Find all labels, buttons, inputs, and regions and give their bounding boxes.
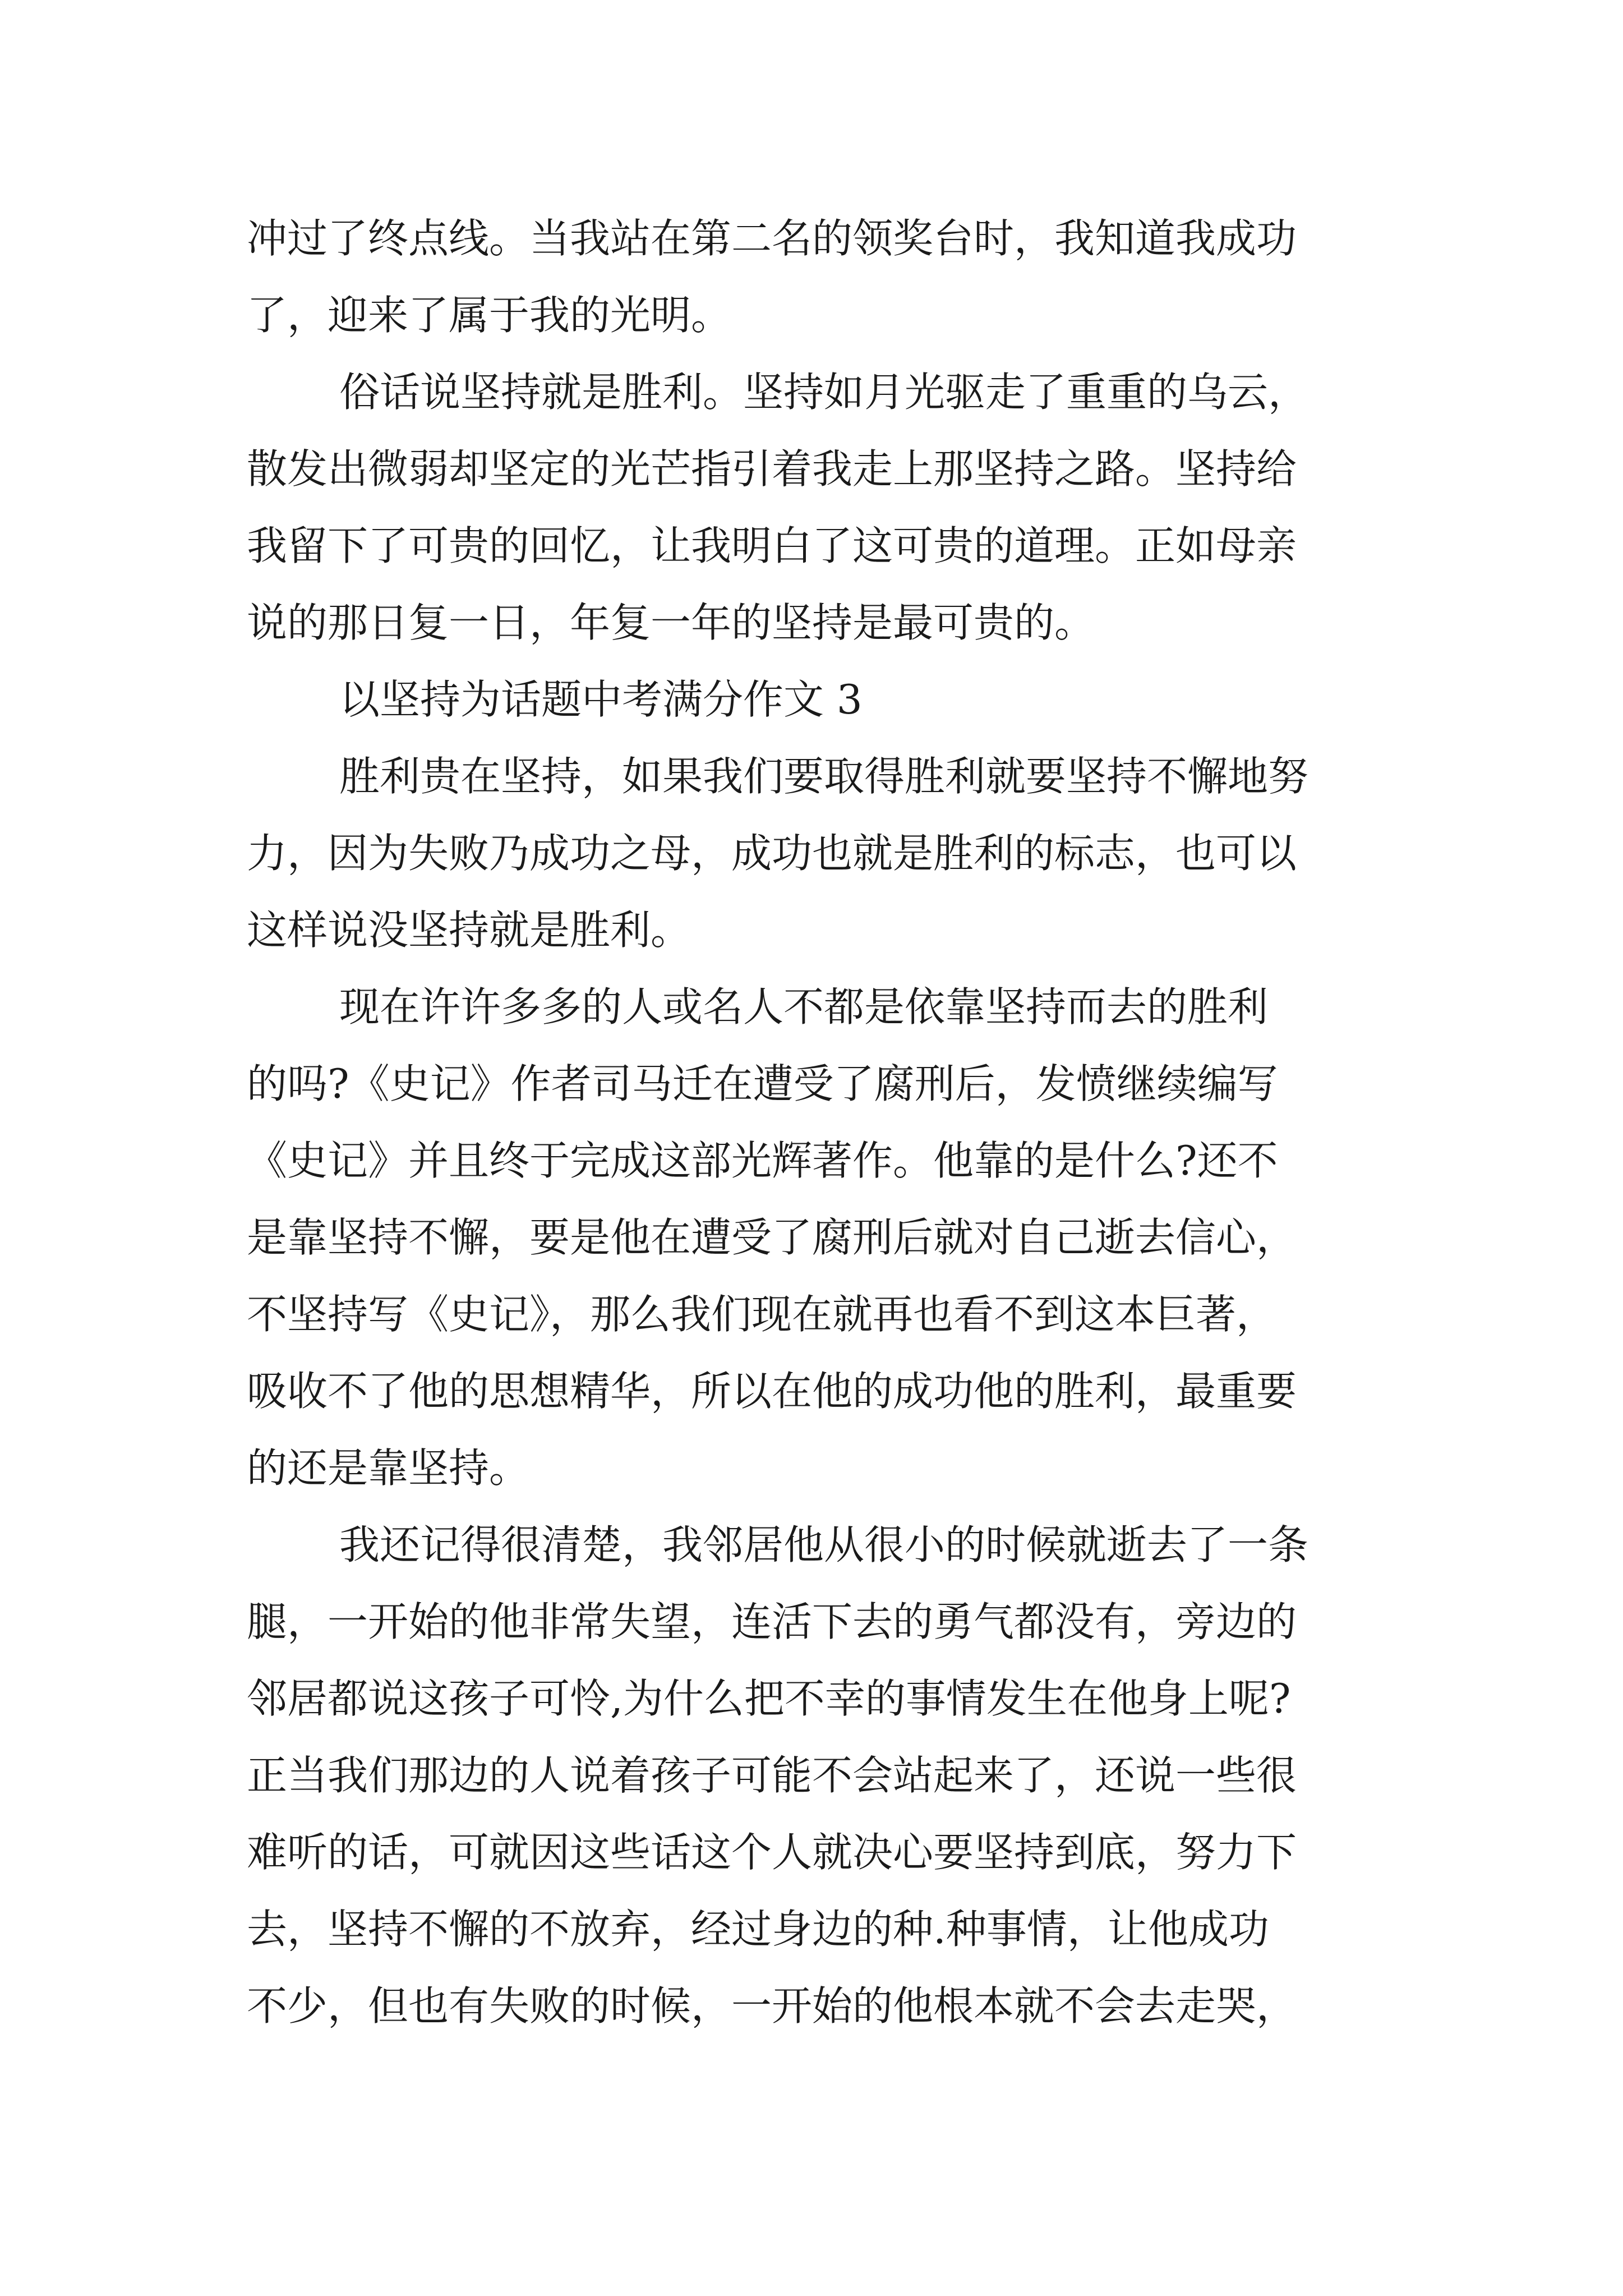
paragraph-start-line: 现在许许多多的人或名人不都是依靠坚持而去的胜利	[339, 983, 1269, 1030]
text-line: 《史记》并且终于完成这部光辉著作。他靠的是什么?还不	[247, 1137, 1278, 1184]
text-line: 不坚持写《史记》，那么我们现在就再也看不到这本巨著，	[247, 1291, 1277, 1338]
paragraph-start-line: 胜利贵在坚持，如果我们要取得胜利就要坚持不懈地努	[339, 753, 1309, 800]
text-line: 的还是靠坚持。	[247, 1444, 530, 1492]
text-line: 正当我们那边的人说着孩子可能不会站起来了，还说一些很	[247, 1752, 1297, 1799]
text-line: 的吗?《史记》作者司马迁在遭受了腐刑后，发愤继续编写	[247, 1060, 1278, 1107]
text-line: 说的那日复一日，年复一年的坚持是最可贵的。	[247, 599, 1095, 646]
text-line: 了，迎来了属于我的光明。	[247, 292, 732, 339]
text-line: 难听的话，可就因这些话这个人就决心要坚持到底，努力下	[247, 1829, 1297, 1876]
text-line: 不少，但也有失败的时候，一开始的他根本就不会去走哭，	[247, 1982, 1297, 2030]
text-line: 这样说没坚持就是胜利。	[247, 907, 691, 954]
text-line: 吸收不了他的思想精华，所以在他的成功他的胜利，最重要	[247, 1368, 1297, 1415]
text-line: 散发出微弱却坚定的光芒指引着我走上那坚持之路。坚持给	[247, 445, 1297, 493]
text-line: 腿，一开始的他非常失望，连活下去的勇气都没有，旁边的	[247, 1598, 1297, 1645]
paragraph-start-line: 我还记得很清楚，我邻居他从很小的时候就逝去了一条	[339, 1521, 1309, 1568]
text-line: 我留下了可贵的回忆，让我明白了这可贵的道理。正如母亲	[247, 522, 1297, 569]
text-line: 是靠坚持不懈，要是他在遭受了腐刑后就对自己逝去信心，	[247, 1214, 1297, 1261]
text-line: 去，坚持不懈的不放弃，经过身边的种.种事情，让他成功	[247, 1906, 1269, 1953]
text-line: 邻居都说这孩子可怜,为什么把不幸的事情发生在他身上呢?	[247, 1675, 1291, 1722]
text-line: 力，因为失败乃成功之母，成功也就是胜利的标志，也可以	[247, 830, 1297, 877]
paragraph-start-line: 俗话说坚持就是胜利。坚持如月光驱走了重重的乌云，	[339, 369, 1309, 416]
text-line: 冲过了终点线。当我站在第二名的领奖台时，我知道我成功	[247, 215, 1297, 262]
section-heading: 以坚持为话题中考满分作文 3	[339, 676, 863, 723]
